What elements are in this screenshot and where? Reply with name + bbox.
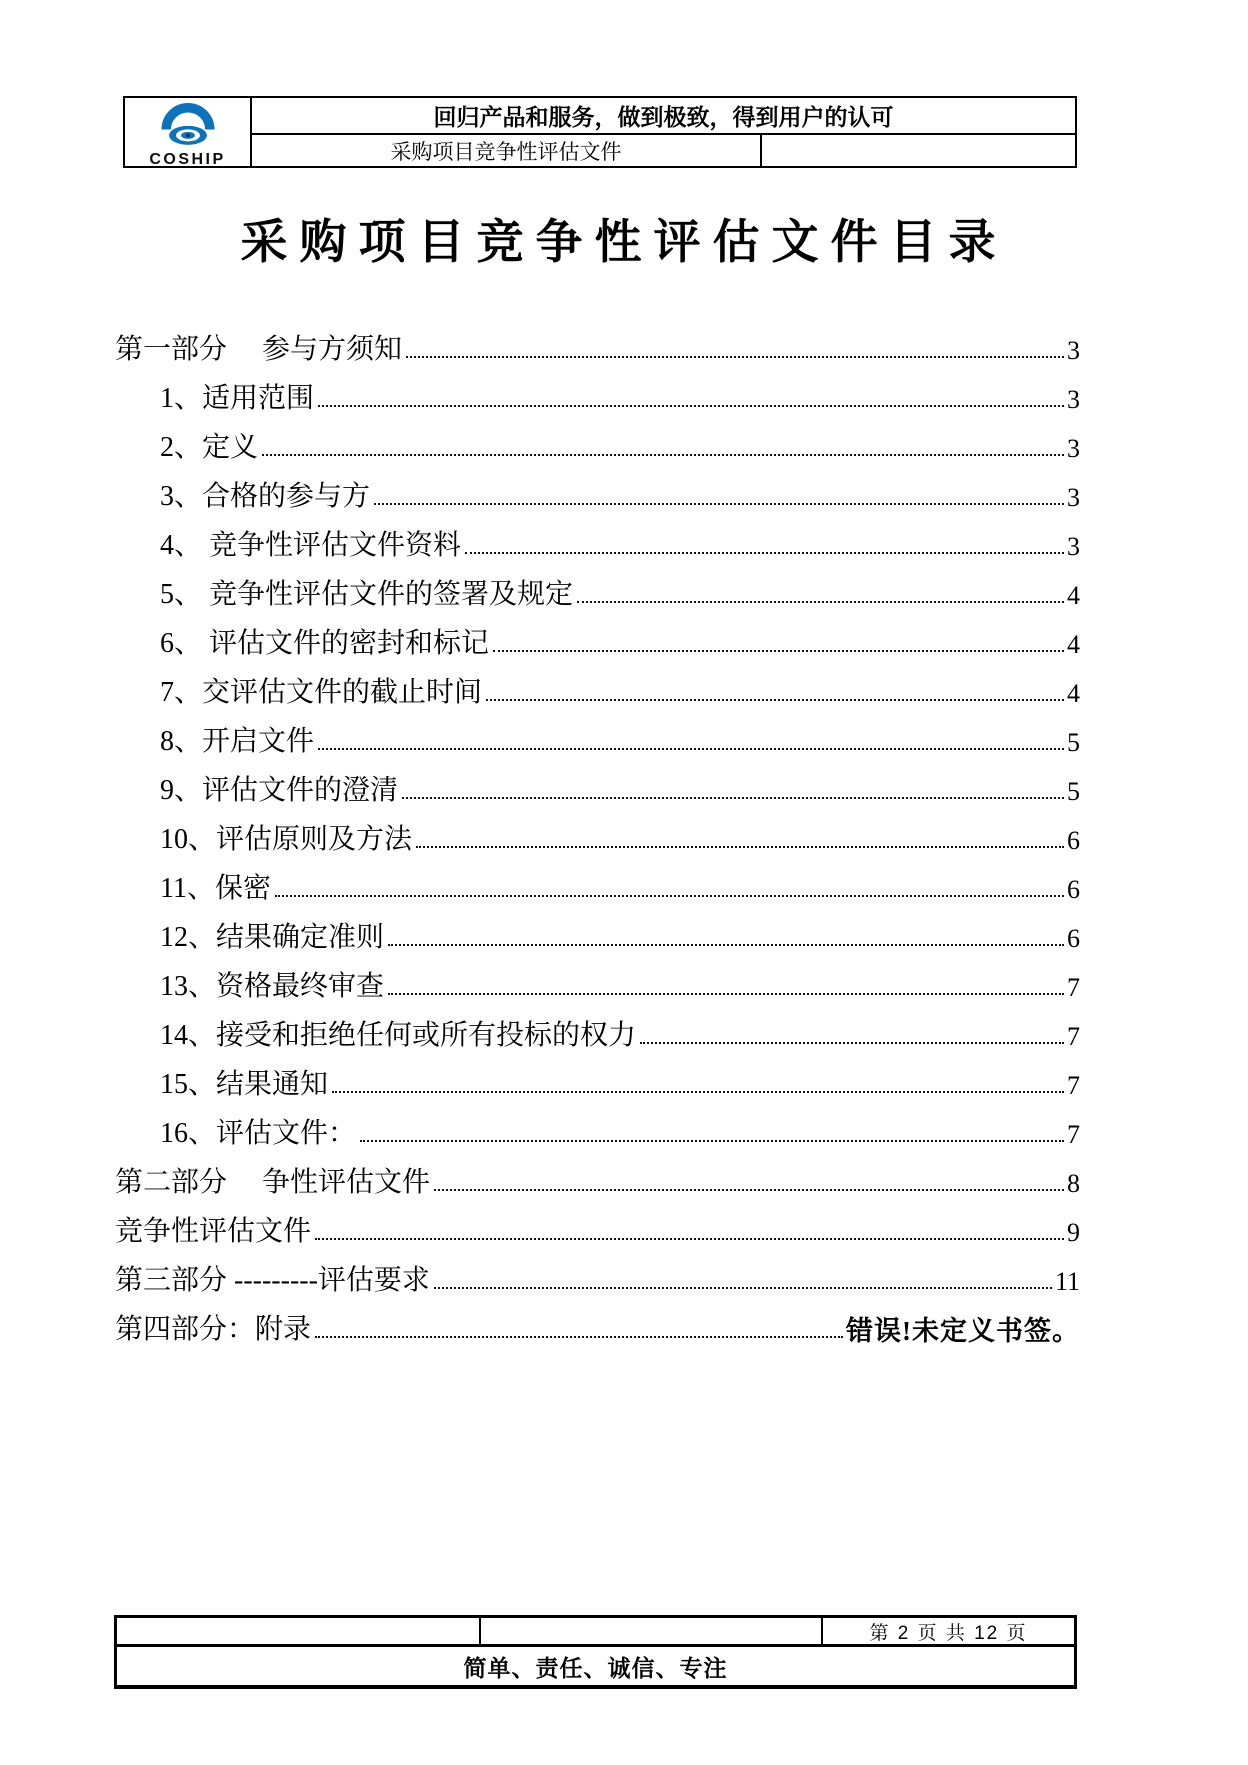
toc-entry [115,616,1080,665]
toc-entry [115,665,1080,714]
toc-entry [115,1057,1080,1106]
toc-entry-label: 第一部分 参与方须知 [115,334,403,365]
toc-leader-dots [388,944,1064,946]
toc-entry-page: 8 [1067,1169,1080,1198]
toc-entry [115,322,1080,371]
toc-leader-dots [374,503,1064,505]
toc-entry [115,763,1080,812]
toc-entry-page: 5 [1067,728,1080,757]
toc-leader-dots [315,1336,843,1338]
footer-cell-middle [481,1618,823,1644]
toc-entry-page: 3 [1067,483,1080,512]
toc-entry-page: 7 [1067,1120,1080,1149]
toc-entry-page: 错误!未定义书签。 [846,1316,1080,1346]
logo-cell [125,98,252,166]
toc-leader-dots [416,846,1064,848]
toc-entry-page: 6 [1067,875,1080,904]
footer-top-row [117,1618,1074,1647]
toc-entry [115,1302,1080,1351]
header-right [252,98,1075,166]
toc-list [115,322,1080,1351]
header-table [123,96,1077,168]
toc-entry-label: 第二部分 争性评估文件 [115,1167,431,1198]
toc-leader-dots [318,748,1064,750]
toc-entry-label: 8、开启文件 [160,726,315,757]
toc-entry [115,812,1080,861]
toc-entry-label: 4、 竞争性评估文件资料 [160,530,462,561]
header-doc-row [252,135,1075,166]
toc-entry-label: 3、合格的参与方 [160,481,371,512]
header-doc-type: 采购项目竞争性评估文件 [252,135,762,166]
toc-entry [115,1253,1080,1302]
toc-leader-dots [360,1140,1064,1142]
footer-cell-left [117,1618,481,1644]
footer-page-indicator: 第 2 页 共 12 页 [869,1622,1028,1644]
toc-leader-dots [262,454,1064,456]
toc-entry [115,1204,1080,1253]
toc-leader-dots [486,699,1064,701]
toc-leader-dots [465,552,1064,554]
toc-entry-label: 2、定义 [160,432,259,463]
toc-leader-dots [640,1042,1064,1044]
toc-entry [115,959,1080,1008]
toc-entry [115,861,1080,910]
toc-leader-dots [406,356,1064,358]
toc-entry-page: 6 [1067,826,1080,855]
toc-entry-page: 4 [1067,679,1080,708]
toc-entry-page: 7 [1067,1022,1080,1051]
toc-entry-label: 竞争性评估文件 [115,1216,312,1247]
toc-leader-dots [493,650,1064,652]
page-title: 采购项目竞争性评估文件目录 [240,217,1008,269]
toc-entry [115,910,1080,959]
toc-entry [115,1155,1080,1204]
toc-leader-dots [402,797,1064,799]
toc-entry-page: 11 [1054,1267,1080,1296]
toc-leader-dots [315,1238,1064,1240]
toc-entry-page: 7 [1067,1071,1080,1100]
toc-entry-label: 5、 竞争性评估文件的签署及规定 [160,579,574,610]
toc-leader-dots [275,895,1064,897]
toc-entry-label: 12、结果确定准则 [160,922,385,953]
toc-entry-page: 5 [1067,777,1080,806]
toc-entry-label: 第四部分：附录 [115,1314,312,1345]
header-tagline: 回归产品和服务，做到极致，得到用户的认可 [252,98,1075,135]
header-empty-cell [762,135,1075,166]
footer-slogan: 简单、责任、诚信、专注 [463,1654,728,1681]
toc-leader-dots [318,405,1064,407]
coship-wordmark: COSHIP [149,150,226,168]
toc-entry-label: 第三部分 ---------评估要求 [115,1265,430,1296]
toc-entry-page: 6 [1067,924,1080,953]
toc-entry [115,518,1080,567]
toc-entry-label: 1、适用范围 [160,383,315,414]
toc-entry-page: 3 [1067,532,1080,561]
toc-entry-label: 7、交评估文件的截止时间 [160,677,483,708]
toc-entry-label: 16、评估文件： [160,1118,357,1149]
toc-entry-page: 9 [1067,1218,1080,1247]
toc-entry [115,1008,1080,1057]
toc-entry [115,1106,1080,1155]
toc-leader-dots [332,1091,1064,1093]
toc-entry-page: 3 [1067,434,1080,463]
toc-entry [115,469,1080,518]
footer-table [114,1615,1077,1689]
toc-entry-label: 15、结果通知 [160,1069,329,1100]
toc-leader-dots [434,1287,1052,1289]
toc-entry-page: 3 [1067,336,1080,365]
toc-entry-page: 3 [1067,385,1080,414]
toc-entry [115,420,1080,469]
toc-leader-dots [577,601,1064,603]
toc-entry-page: 4 [1067,630,1080,659]
toc-entry-label: 11、保密 [160,873,271,904]
coship-logo-icon [150,99,226,152]
toc-entry-label: 14、接受和拒绝任何或所有投标的权力 [160,1020,637,1051]
toc-leader-dots [388,993,1064,995]
toc-entry [115,714,1080,763]
toc-entry-label: 9、评估文件的澄清 [160,775,399,806]
toc-leader-dots [434,1189,1064,1191]
toc-entry-page: 7 [1067,973,1080,1002]
toc-entry-label: 10、评估原则及方法 [160,824,413,855]
toc-entry-label: 6、 评估文件的密封和标记 [160,628,490,659]
toc-entry [115,371,1080,420]
toc-entry-page: 4 [1067,581,1080,610]
toc-entry [115,567,1080,616]
toc-entry-label: 13、资格最终审查 [160,971,385,1002]
